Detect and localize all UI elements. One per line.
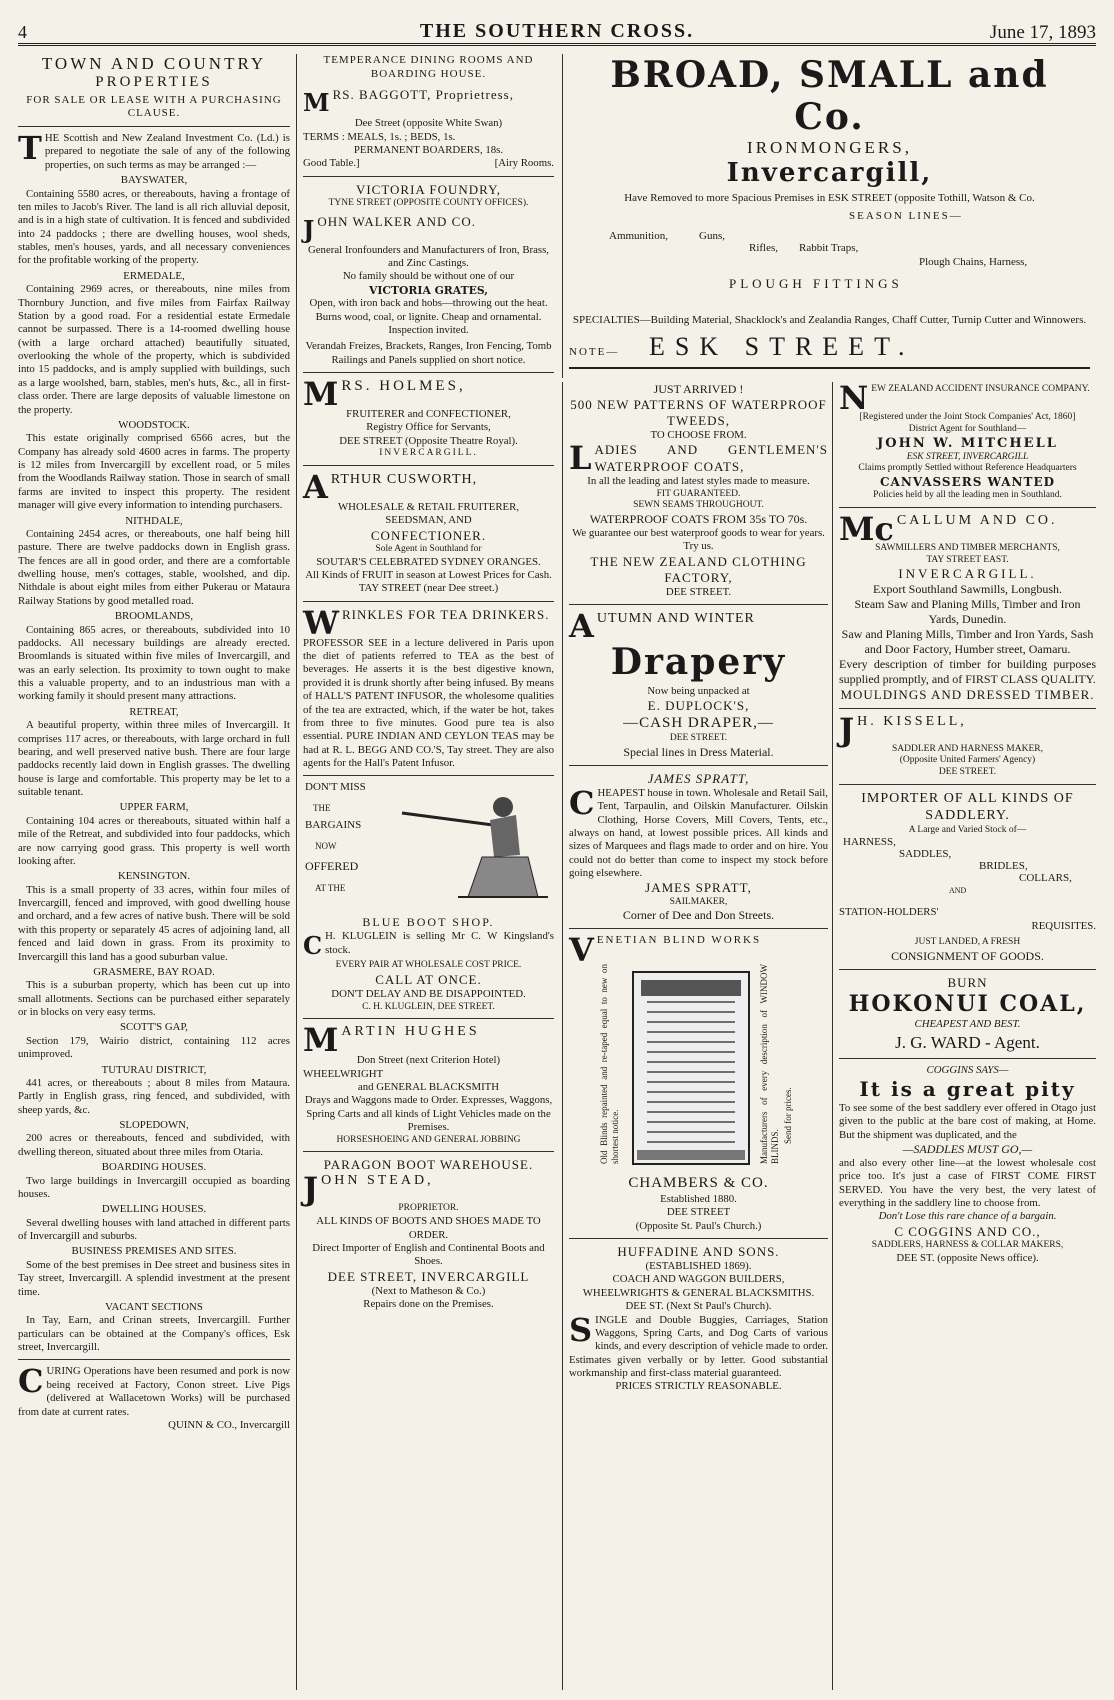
property-name: SCOTT'S GAP, xyxy=(120,1021,188,1034)
hughes-trade-1: WHEELWRIGHT xyxy=(303,1067,384,1080)
property-description: Some of the best premises in Dee street and business sites in Tay street, Invercargill. A splendid investment at the present time. xyxy=(18,1258,290,1298)
ja-patterns: 500 NEW PATTERNS OF WATERPROOF TWEEDS, xyxy=(570,396,827,428)
property-description: Containing 5580 acres, or thereabouts, having a frontage of ten miles to Jacob's River. The land is all rich alluvial deposit, and is in a high state of cultivation. It is fenced and subdivided into 24 paddocks ; there are dwelling houses, wool sheds, stables, men's houses, yards, and all necessary conveniences for the profitable working of the property. xyxy=(18,187,290,267)
cusworth-fruit: All Kinds of FRUIT in season at Lowest Prices for Cash. xyxy=(305,568,552,581)
property-name: UPPER FARM, xyxy=(119,801,189,814)
season-lines xyxy=(569,204,1090,314)
holmes-town: INVERCARGILL. xyxy=(379,448,478,459)
stead-proprietor: PROPRIETOR. xyxy=(398,1203,459,1214)
divider xyxy=(839,507,1096,508)
coggins-name: C COGGINS AND CO., xyxy=(894,1223,1041,1239)
nz-canvassers: CANVASSERS WANTED xyxy=(879,475,1056,490)
divider xyxy=(303,1151,554,1152)
coggins-dont-lose: Don't Lose this rare chance of a bargain. xyxy=(878,1210,1057,1223)
foundry-address: TYNE STREET (OPPOSITE COUNTY OFFICES). xyxy=(328,197,529,208)
wrinkles-text: PROFESSOR SEE in a lecture delivered in Paris upon the diet of patients referred to TEA as the best of beverages. He asserts it is the best digestive known, provided it is drunk shortly after being infused. By means of HALL'S PATENT INFUSOR, the wholesome qualities of the tea are extracted, which, if the water be hot, takes from three to five minutes. Good pure tea is also essential. PURE INDIAN AND CEYLON TEAS may be had at R. L. BEGG AND CO.'S, Tay street. They are also agents for the Hall's Patent Infusor. xyxy=(303,636,554,770)
property-name: ERMEDALE, xyxy=(123,269,185,282)
curing-signature: QUINN & CO., Invercargill xyxy=(168,1418,290,1431)
chambers-name: CHAMBERS & CO. xyxy=(628,1175,769,1192)
divider xyxy=(569,367,1090,369)
huffadine-name: HUFFADINE AND SONS. xyxy=(617,1243,780,1259)
coggins-text-2: and also every other line—at the lowest wholesale cost price too. It's just a case of FIRST COME FIRST SERVED. You have the very best, the very latest of everything in the saddlery line to choose from. xyxy=(839,1156,1096,1209)
divider xyxy=(303,601,554,602)
kissell-dee: DEE STREET. xyxy=(938,767,997,778)
ja-fit: FIT GUARANTEED. xyxy=(656,488,741,499)
saddlery-list xyxy=(839,836,1096,906)
properties-sub: FOR SALE OR LEASE WITH A PURCHASING CLAUSE. xyxy=(26,93,282,120)
bb-delay: DON'T DELAY AND BE DISAPPOINTED. xyxy=(331,988,526,1001)
ammunition: Ammunition, xyxy=(609,229,668,242)
stead-next: (Next to Matheson & Co.) xyxy=(371,1284,486,1297)
temperance-rooms: [Airy Rooms. xyxy=(494,157,554,170)
temperance-address: Dee Street (opposite White Swan) xyxy=(354,117,503,130)
coggins-text: To see some of the best saddlery ever offered in Otago just given to the public at the bare cost of making, at Home. But the shipment was duplicated, and the xyxy=(839,1101,1096,1141)
ironmongers: IRONMONGERS, xyxy=(747,138,912,157)
plough-chains: Plough Chains, Harness, xyxy=(919,255,1028,268)
coggins-must-go: —SADDLES MUST GO,— xyxy=(902,1141,1033,1156)
bb-signature: C. H. KLUGLEIN, DEE STREET. xyxy=(362,1001,495,1012)
wrinkles-heading: RINKLES FOR TEA DRINKERS. xyxy=(341,606,550,622)
stead-repairs: Repairs done on the Premises. xyxy=(363,1298,494,1311)
column-properties xyxy=(18,54,290,1690)
plough-fittings: PLOUGH FITTINGS xyxy=(729,275,903,291)
divider xyxy=(569,765,828,766)
divider xyxy=(839,1058,1096,1059)
mccallum-saw: Saw and Planing Mills, Timber and Iron Yards, Sash and Door Factory, Humber street, Oamaru. xyxy=(841,627,1094,656)
drop-initial: W xyxy=(303,603,339,642)
property-description: 200 acres or thereabouts, fenced and subdivided, with dwelling thereon, situated about three miles from Otaria. xyxy=(18,1132,290,1158)
stead-all-kinds: ALL KINDS OF BOOTS AND SHOES MADE TO ORDER. xyxy=(316,1215,541,1241)
item-collars: COLLARS, xyxy=(1019,872,1072,885)
ja-sewn: SEWN SEAMS THROUGHOUT. xyxy=(633,500,764,511)
drop-initial: M xyxy=(303,1021,339,1060)
drop-initial: M xyxy=(303,88,330,118)
nz-mitchell: JOHN W. MITCHELL xyxy=(877,435,1058,451)
page-number: 4 xyxy=(18,22,27,42)
soldier-illustration-icon xyxy=(398,785,548,905)
chambers-est: Established 1880. xyxy=(660,1192,737,1205)
bb-call: CALL AT ONCE. xyxy=(375,972,482,988)
property-description: This is a small property of 33 acres, within four miles of Invercargill, fenced and improved, with good dwelling house and orchard, and a few acres of native bush. There will be sold with this property or separately 45 acres of adjoining land, all fenced and laid down in grass. From its proximity to Invercargill this land has a good suburban value. xyxy=(18,883,290,963)
bb-every-pair: EVERY PAIR AT WHOLESALE COST PRICE. xyxy=(335,960,522,971)
drop-initial: L xyxy=(569,439,592,478)
divider xyxy=(18,126,290,127)
paragon-heading: PARAGON BOOT WAREHOUSE. xyxy=(323,1157,534,1173)
divider xyxy=(569,1238,828,1239)
temperance-heading: TEMPERANCE DINING ROOMS AND BOARDING HOUSE. xyxy=(323,54,534,80)
note-label: NOTE— xyxy=(569,345,620,358)
broad-small-advert xyxy=(562,54,1096,378)
mccallum-trade: SAWMILLERS AND TIMBER MERCHANTS, xyxy=(875,542,1060,553)
column-advertisements-2 xyxy=(296,54,554,1690)
season-heading: SEASON LINES— xyxy=(849,209,963,222)
nz-address: ESK STREET, INVERCARGILL xyxy=(906,451,1029,462)
venetian-left-text: Old Blinds repainted and re-taped equal to new on shortest notice. xyxy=(599,964,621,1165)
property-name: WOODSTOCK. xyxy=(118,418,190,431)
autumn-heading: UTUMN AND WINTER xyxy=(596,611,755,627)
ja-factory: THE NEW ZEALAND CLOTHING FACTORY, xyxy=(590,553,807,585)
importer-just-landed: JUST LANDED, A FRESH xyxy=(914,937,1021,948)
foundry-desc: General Ironfounders and Manufacturers of Iron, Brass, and Zinc Castings. xyxy=(307,243,550,269)
bb-bargains: BARGAINS xyxy=(305,819,362,832)
ja-guarantee: We guarantee our best waterproof goods to wear for years. Try us. xyxy=(572,527,825,553)
autumn-dee: DEE STREET. xyxy=(669,733,728,744)
venetian-prices: Send for prices. xyxy=(783,1087,793,1145)
removed-text: Have Removed to more Spacious Premises in ESK STREET (opposite Tothill, Watson & Co. xyxy=(624,191,1035,204)
property-description: A beautiful property, within three miles of Invercargill. It comprises 117 acres, or thereabouts, with large orchard in full bearing, and well preserved native bush. There are four large paddocks recently laid down in English grasses. The dwelling house is large and comfortable. This property may be let to a suitable tenant. xyxy=(18,719,290,799)
autumn-special: Special lines in Dress Material. xyxy=(623,744,774,759)
hughes-address: Don Street (next Criterion Hotel) xyxy=(356,1054,501,1067)
chambers-opposite: (Opposite St. Paul's Church.) xyxy=(635,1219,762,1232)
property-name: TUTURAU DISTRICT, xyxy=(101,1063,207,1076)
nz-registered: [Registered under the Joint Stock Companies' Act, 1860] xyxy=(859,412,1076,422)
ja-coats: WATERPROOF COATS FROM 35s TO 70s. xyxy=(589,512,808,527)
spratt-name: JAMES SPRATT, xyxy=(645,880,752,896)
blue-boot-figure-area xyxy=(303,781,554,915)
autumn-now: Now being unpacked at xyxy=(647,684,750,697)
hokonui-agent: J. G. WARD - Agent. xyxy=(895,1032,1040,1052)
newspaper-title: THE SOUTHERN CROSS. xyxy=(419,20,695,42)
bb-offered: OFFERED xyxy=(305,859,359,874)
curing-text: URING Operations have been resumed and pork is now being received at Factory, Conon street. Live Pigs (delivered at Wallacetown Works) will be purchased from date at current rates. xyxy=(18,1365,290,1418)
divider xyxy=(303,176,554,177)
drapery-title: Drapery xyxy=(610,641,787,684)
mccallum-name: CALLUM AND CO. xyxy=(896,512,1058,528)
importer-stock: A Large and Varied Stock of— xyxy=(908,824,1027,835)
spratt-sailmaker: SAILMAKER, xyxy=(669,896,728,907)
item-and: AND xyxy=(949,886,967,896)
hughes-name: ARTIN HUGHES xyxy=(341,1024,480,1040)
mccallum-mouldings: MOULDINGS AND DRESSED TIMBER. xyxy=(840,686,1095,702)
column-advertisements-4 xyxy=(832,382,1096,1690)
spratt-heading: JAMES SPRATT, xyxy=(647,770,750,786)
foundry-grates: VICTORIA GRATES, xyxy=(368,283,489,297)
foundry-text: Open, with iron back and hobs—throwing out the heat. Burns wood, coal, or lignite. Cheap and ornamental. Inspection invited. xyxy=(309,297,548,336)
holmes-address: DEE STREET (Opposite Theatre Royal). xyxy=(339,434,518,447)
property-description: This is a suburban property, which has been cut up into small allotments. Sections can be purchased either separately or in blocks on very easy terms. xyxy=(18,979,290,1019)
huffadine-est: (ESTABLISHED 1869). xyxy=(645,1260,752,1272)
property-name: VACANT SECTIONS xyxy=(105,1300,203,1313)
huffadine-trade: COACH AND WAGGON BUILDERS, WHEELWRIGHTS & GENERAL BLACKSMITHS. xyxy=(582,1273,815,1299)
coggins-says: COGGINS SAYS— xyxy=(926,1063,1009,1076)
property-description: Section 179, Wairio district, containing 112 acres unimproved. xyxy=(18,1034,290,1061)
divider xyxy=(569,928,828,929)
masthead xyxy=(18,16,1096,46)
bb-text: H. KLUGLEIN is selling Mr C. W Kingsland's stock. xyxy=(325,930,554,956)
drop-initial: M xyxy=(303,375,339,413)
properties-intro: HE Scottish and New Zealand Investment Co. (Ld.) is prepared to negotiate the sale of any of the following properties, on such terms as may be arranged :— xyxy=(44,132,290,171)
properties-heading: TOWN AND COUNTRY xyxy=(41,54,267,73)
stead-name: OHN STEAD, xyxy=(321,1173,434,1189)
importer-consignment: CONSIGNMENT OF GOODS. xyxy=(891,948,1044,963)
property-description: Two large buildings in Invercargill occupied as boarding houses. xyxy=(18,1174,290,1200)
foundry-family: No family should be without one of our xyxy=(342,270,515,283)
divider xyxy=(839,969,1096,970)
importer-heading: IMPORTER OF ALL KINDS OF SADDLERY. xyxy=(861,790,1074,824)
hokonui-cheapest: CHEAPEST AND BEST. xyxy=(914,1018,1021,1031)
property-description: Containing 2969 acres, or thereabouts, nine miles from Thornbury Junction, and five miles from Fairfax Railway Station by a good road. For a residential estate Ermedale cannot be surpassed. There is a 14-roomed dwelling house (with a large orchard attached) beautifully situated, overlooking the whole of the property, which is subdivided into 15 paddocks, and is amply supplied with buildings, such as a large woolshed, barn, stables, men's huts, &c., all in first-class order. There are large deposits of valuable limestone on the property. xyxy=(18,283,290,416)
cusworth-soutar: SOUTAR'S CELEBRATED SYDNEY ORANGES. xyxy=(316,555,541,568)
property-name: BAYSWATER, xyxy=(120,174,188,187)
cusworth-confectioner: CONFECTIONER. xyxy=(370,527,487,543)
nz-policies: Policies held by all the leading men in Southland. xyxy=(873,490,1062,501)
drop-initial: C xyxy=(569,783,595,822)
holmes-registry: Registry Office for Servants, xyxy=(366,421,491,434)
ja-ladies: ADIES AND GENTLEMEN'S WATERPROOF COATS, xyxy=(594,442,828,474)
ja-dee: DEE STREET. xyxy=(665,585,732,598)
venetian-blind-figure xyxy=(569,964,828,1174)
foundry-text-2: Verandah Freizes, Brackets, Ranges, Iron Fencing, Tomb Railings and Panels supplied on short notice. xyxy=(305,340,552,366)
temperance-permanent: PERMANENT BOARDERS, 18s. xyxy=(353,144,504,156)
nz-claims: Claims promptly Settled without Reference Headquarters xyxy=(858,463,1077,474)
holmes-name: RS. HOLMES, xyxy=(341,378,466,394)
item-bridles: BRIDLES, xyxy=(979,860,1028,873)
huffadine-address: DEE ST. (Next St Paul's Church). xyxy=(625,1300,772,1313)
divider xyxy=(18,1359,290,1360)
property-description: Several dwelling houses with land attached in different parts of Invercargill and suburbs. xyxy=(18,1216,290,1243)
foundry-heading: VICTORIA FOUNDRY, xyxy=(355,181,502,197)
divider xyxy=(839,708,1096,709)
drop-initial: C xyxy=(18,1362,44,1401)
temperance-proprietress: RS. BAGGOTT, Proprietress, xyxy=(332,87,514,103)
cusworth-address: TAY STREET (near Dee street.) xyxy=(358,582,499,595)
esk-street: ESK STREET. xyxy=(649,331,915,361)
property-description: Containing 865 acres, or thereabouts, subdivided into 10 paddocks. All necessary buildings are already erected. Broomlands is situated within five miles of Invercargill, and was an early selection. Its proximity to town ought to make this a valuable property, and to an industrious man with a working family it should present many attractions. xyxy=(18,623,290,703)
spratt-corner: Corner of Dee and Don Streets. xyxy=(622,908,775,923)
importer-station: STATION-HOLDERS' xyxy=(839,906,939,919)
kissell-opposite: (Opposite United Farmers' Agency) xyxy=(899,755,1036,766)
drop-initial: T xyxy=(18,129,42,168)
property-description: Containing 2454 acres, or thereabouts, one half being hill pasture. There are twelve paddocks down in English grass. The fences are all in good order, and there are a comfortable dwelling house, men's cottages, stable, woolshed, and dip. Nithdale is about eight miles from either Pukerau or Mataura Railway Stations by good metalled road. xyxy=(18,527,290,607)
venetian-heading: ENETIAN BLIND WORKS xyxy=(596,934,762,947)
property-description: This estate originally comprised 6566 acres, but the Company has already sold 4600 acres in farms. The property is 12 miles from Invercargill by excellent road, or 5 miles from the Woodlands Railway station. Those in search of small farms are invited to inspect this property. The resident manager will give every information to intending purchasers. xyxy=(18,432,290,512)
cusworth-trade: WHOLESALE & RETAIL FRUITERER, xyxy=(337,500,520,513)
drop-initial: J xyxy=(303,214,315,244)
property-list xyxy=(18,174,290,1354)
drop-initial: J xyxy=(303,1170,319,1209)
property-name: GRASMERE, BAY ROAD. xyxy=(93,965,215,978)
property-name: BUSINESS PREMISES AND SITES. xyxy=(71,1245,237,1258)
property-description: In Tay, Earn, and Crinan streets, Invercargill. Further particulars can be obtained at the Company's offices, Esk street, Invercargill. xyxy=(18,1314,290,1354)
ja-styles: In all the leading and latest styles made to measure. xyxy=(587,475,810,488)
specialties: SPECIALTIES—Building Material, Shacklock's and Zealandia Ranges, Chaff Cutter, Turnip Cutter and Winnowers. xyxy=(572,313,1087,326)
hokonui-burn: BURN xyxy=(947,974,988,990)
property-name: DWELLING HOUSES. xyxy=(101,1203,207,1216)
duplock: E. DUPLOCK'S, xyxy=(647,698,750,714)
divider xyxy=(839,784,1096,785)
coggins-trade: SADDLERS, HARNESS & COLLAR MAKERS, xyxy=(871,1239,1064,1250)
drop-initial: C xyxy=(303,931,323,961)
spratt-text: HEAPEST house in town. Wholesale and Retail Sail, Tent, Tarpaulin, and Oilskin Manufacturer. Oilskin Clothing, Horse Covers, Mill Covers, Tents, etc., always on hand, at lowest possible prices. All kinds and sizes of Marquees and flags made to order and on hire. You could not do better than come to inspect my stock before going elsewhere. xyxy=(569,786,828,880)
property-description: 441 acres, or thereabouts ; about 8 miles from Mataura. Partly in English grass, ring fenced, and subdivided, with sheep yards, &c. xyxy=(18,1076,290,1116)
kissell-name: H. KISSELL, xyxy=(857,713,967,729)
hughes-horseshoeing: HORSESHOEING AND GENERAL JOBBING xyxy=(336,1134,521,1145)
rifles: Rifles, xyxy=(749,241,779,254)
mccallum-every: Every description of timber for building purposes supplied promptly, and of FIRST CLASS QUALITY. xyxy=(839,656,1096,686)
divider xyxy=(303,775,554,776)
drop-initial: N xyxy=(839,382,869,417)
huffadine-text: INGLE and Double Buggies, Carriages, Station Waggons, Spring Carts, and Dog Carts of various kinds, and every description of vehicle made to order. Estimates given verbally or by letter. Good substantial workmanship and first-class material guaranteed. xyxy=(569,1313,828,1379)
drop-initial: Mc xyxy=(839,509,894,548)
mccallum-town: INVERCARGILL. xyxy=(898,566,1037,582)
cash-draper: —CASH DRAPER,— xyxy=(623,715,774,732)
column-advertisements-3 xyxy=(562,382,828,1690)
cusworth-seeds: SEEDSMAN, AND xyxy=(385,514,472,527)
nz-agent: District Agent for Southland— xyxy=(908,423,1027,434)
cusworth-name: RTHUR CUSWORTH, xyxy=(330,471,478,487)
foundry-name: OHN WALKER AND CO. xyxy=(317,213,476,229)
invercargill-title: Invercargill, xyxy=(726,157,933,188)
window-blind-icon xyxy=(631,970,751,1166)
bb-shop: BLUE BOOT SHOP. xyxy=(362,915,495,930)
rabbit-traps: Rabbit Traps, xyxy=(799,241,859,254)
property-name: RETREAT, xyxy=(129,705,179,718)
bb-at-the: AT THE xyxy=(315,883,346,894)
bb-now: NOW xyxy=(315,841,337,852)
coggins-pity: It is a great pity xyxy=(859,1077,1076,1102)
mccallum-tay: TAY STREET EAST. xyxy=(926,554,1009,565)
drop-initial: J xyxy=(839,710,855,749)
bb-the: THE xyxy=(313,803,331,814)
property-name: NITHDALE, xyxy=(125,514,183,527)
kissell-trade: SADDLER AND HARNESS MAKER, xyxy=(892,743,1043,754)
ja-arrived: JUST ARRIVED ! xyxy=(653,382,744,396)
divider xyxy=(303,1018,554,1019)
temperance-terms: TERMS : MEALS, 1s. ; BEDS, 1s. xyxy=(303,130,456,143)
divider xyxy=(303,465,554,466)
mccallum-steam: Steam Saw and Planing Mills, Timber and Iron Yards, Dunedin. xyxy=(854,597,1081,627)
item-harness: HARNESS, xyxy=(843,836,896,849)
property-name: BROOMLANDS, xyxy=(114,610,194,623)
huffadine-prices: PRICES STRICTLY REASONABLE. xyxy=(615,1380,782,1393)
drop-initial: S xyxy=(569,1310,593,1349)
venetian-right-text: Manufacturers of every description of WINDOW BLINDS. xyxy=(759,964,781,1165)
drop-initial: A xyxy=(569,607,594,646)
mccallum-export: Export Southland Sawmills, Longbush. xyxy=(873,582,1062,597)
divider xyxy=(569,604,828,605)
hokonui-coal: HOKONUI COAL, xyxy=(848,990,1087,1017)
divider xyxy=(303,372,554,373)
bb-dont-miss: DON'T MISS xyxy=(305,781,366,794)
temperance-table: Good Table.] xyxy=(303,157,360,170)
item-saddles: SADDLES, xyxy=(899,848,952,861)
hughes-trade-2: and GENERAL BLACKSMITH xyxy=(357,1081,500,1094)
property-description: Containing 104 acres or thereabouts, situated within half a mile of the Retreat, and subdivided into four paddocks, which are now carrying good grass. This property is well worth looking after. xyxy=(18,814,290,867)
issue-date: June 17, 1893 xyxy=(989,22,1096,43)
stead-address: DEE STREET, INVERCARGILL xyxy=(327,1268,530,1284)
holmes-trade: FRUITERER and CONFECTIONER, xyxy=(346,408,511,420)
property-name: SLOPEDOWN, xyxy=(119,1119,189,1132)
properties-heading-2: PROPERTIES xyxy=(95,73,213,90)
broad-small-title: BROAD, SMALL and Co. xyxy=(610,54,1049,138)
chambers-dee: DEE STREET xyxy=(666,1206,731,1219)
drop-initial: V xyxy=(569,931,594,970)
cusworth-agent: Sole Agent in Southland for xyxy=(375,543,482,554)
hughes-text: Drays and Waggons made to Order. Expresses, Waggons, Spring Carts and all kinds of Light Vehicles made on the Premises. xyxy=(304,1094,553,1134)
guns: Guns, xyxy=(699,229,725,242)
drop-initial: A xyxy=(303,467,328,506)
nz-insurance-heading: EW ZEALAND ACCIDENT INSURANCE COMPANY. xyxy=(871,384,1090,394)
importer-requisites: REQUISITES. xyxy=(1031,919,1096,932)
ja-choose: TO CHOOSE FROM. xyxy=(650,429,747,442)
stead-importer: Direct Importer of English and Continental Boots and Shoes. xyxy=(312,1241,545,1268)
property-name: KENSINGTON. xyxy=(117,870,191,883)
coggins-address: DEE ST. (opposite News office). xyxy=(896,1251,1039,1264)
property-name: BOARDING HOUSES. xyxy=(101,1161,207,1174)
